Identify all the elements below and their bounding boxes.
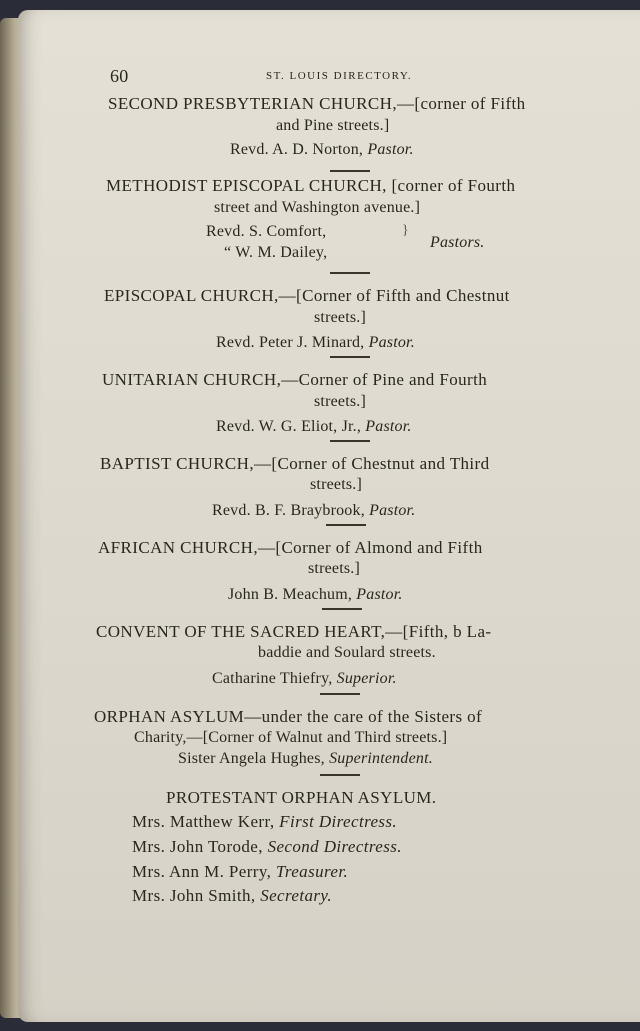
entry-title-line — [96, 622, 491, 642]
separator-rule — [320, 774, 360, 776]
entry-role: Pastors. — [430, 234, 485, 251]
running-title: ST. LOUIS DIRECTORY. — [266, 70, 413, 82]
entry-person: Revd. A. D. Norton, Pastor. — [230, 141, 414, 158]
entry-detail: streets.] — [314, 393, 367, 410]
entry-role: Pastor. — [369, 502, 416, 519]
entry-person: Revd. W. G. Eliot, Jr., Pastor. — [216, 418, 412, 435]
entry-title: METHODIST EPISCOPAL CHURCH, — [106, 176, 387, 195]
member-row: Mrs. Matthew Kerr, First Directress. — [132, 812, 398, 831]
entry-title: BAPTIST CHURCH, — [100, 454, 254, 473]
entry-detail: —[Corner of Chestnut and Third — [254, 454, 490, 473]
entry-person: “ W. M. Dailey, — [224, 244, 328, 261]
separator-rule — [330, 356, 370, 358]
separator-rule — [322, 608, 362, 610]
member-row: Mrs. John Torode, Second Directress. — [132, 837, 402, 856]
entry-detail: —[Fifth, b La- — [385, 622, 492, 641]
member-role: Treasurer. — [275, 862, 349, 881]
entry-title-line — [94, 707, 482, 727]
entry-detail: Charity,—[Corner of Walnut and Third streets.] — [134, 729, 448, 746]
entry-detail: [corner of Fourth — [391, 176, 516, 195]
entry-role: Superior. — [336, 670, 397, 687]
entry-detail: —[corner of Fifth — [396, 94, 526, 113]
entry-detail: —[Corner of Almond and Fifth — [257, 538, 483, 557]
page-number: 60 — [110, 66, 129, 86]
entry-title: CONVENT OF THE SACRED HEART, — [96, 622, 386, 641]
separator-rule — [330, 272, 370, 274]
entry-role: Pastor. — [365, 418, 412, 435]
member-role: First Directress. — [279, 812, 398, 831]
entry-person: Revd. S. Comfort, — [206, 223, 327, 240]
entry-person: Sister Angela Hughes, Superintendent. — [178, 750, 433, 767]
entry-person: Catharine Thiefry, Superior. — [212, 670, 397, 687]
brace-icon: } — [402, 223, 409, 238]
entry-title: SECOND PRESBYTERIAN CHURCH, — [108, 94, 397, 113]
entry-detail: baddie and Soulard streets. — [258, 644, 436, 661]
page-content — [18, 10, 640, 1022]
entry-detail: streets.] — [310, 476, 363, 493]
section-title: PROTESTANT ORPHAN ASYLUM. — [166, 788, 437, 807]
entry-detail: street and Washington avenue.] — [214, 199, 421, 216]
entry-title: UNITARIAN CHURCH, — [102, 370, 282, 389]
separator-rule — [326, 524, 366, 526]
member-row: Mrs. John Smith, Secretary. — [132, 886, 333, 905]
entry-person: Revd. B. F. Braybrook, Pastor. — [212, 502, 416, 519]
entry-title-line — [102, 370, 487, 390]
member-role: Second Directress. — [267, 837, 402, 856]
entry-role: Pastor. — [356, 586, 403, 603]
entry-detail: —under the care of the Sisters of — [244, 707, 483, 726]
entry-detail: streets.] — [314, 309, 367, 326]
entry-role: Pastor. — [368, 334, 415, 351]
entry-title: ORPHAN ASYLUM — [94, 707, 245, 726]
entry-title-line — [108, 94, 526, 114]
entry-detail: —Corner of Pine and Fourth — [281, 370, 488, 389]
entry-detail: —[Corner of Fifth and Chestnut — [278, 286, 510, 305]
entry-title-line — [106, 176, 515, 196]
entry-role: Pastor. — [367, 141, 414, 158]
entry-person: John B. Meachum, Pastor. — [228, 586, 403, 603]
entry-title-line — [104, 286, 510, 306]
entry-person: Revd. Peter J. Minard, Pastor. — [216, 334, 415, 351]
entry-title-line — [100, 454, 489, 474]
entry-title: EPISCOPAL CHURCH, — [104, 286, 279, 305]
entry-detail: streets.] — [308, 560, 361, 577]
member-row: Mrs. Ann M. Perry, Treasurer. — [132, 862, 349, 881]
entry-title-line — [98, 538, 483, 558]
member-role: Secretary. — [260, 886, 333, 905]
entry-role: Superintendent. — [329, 750, 433, 767]
entry-detail: and Pine streets.] — [276, 117, 390, 134]
separator-rule — [330, 440, 370, 442]
separator-rule — [330, 170, 370, 172]
separator-rule — [320, 693, 360, 695]
entry-title: AFRICAN CHURCH, — [98, 538, 258, 557]
